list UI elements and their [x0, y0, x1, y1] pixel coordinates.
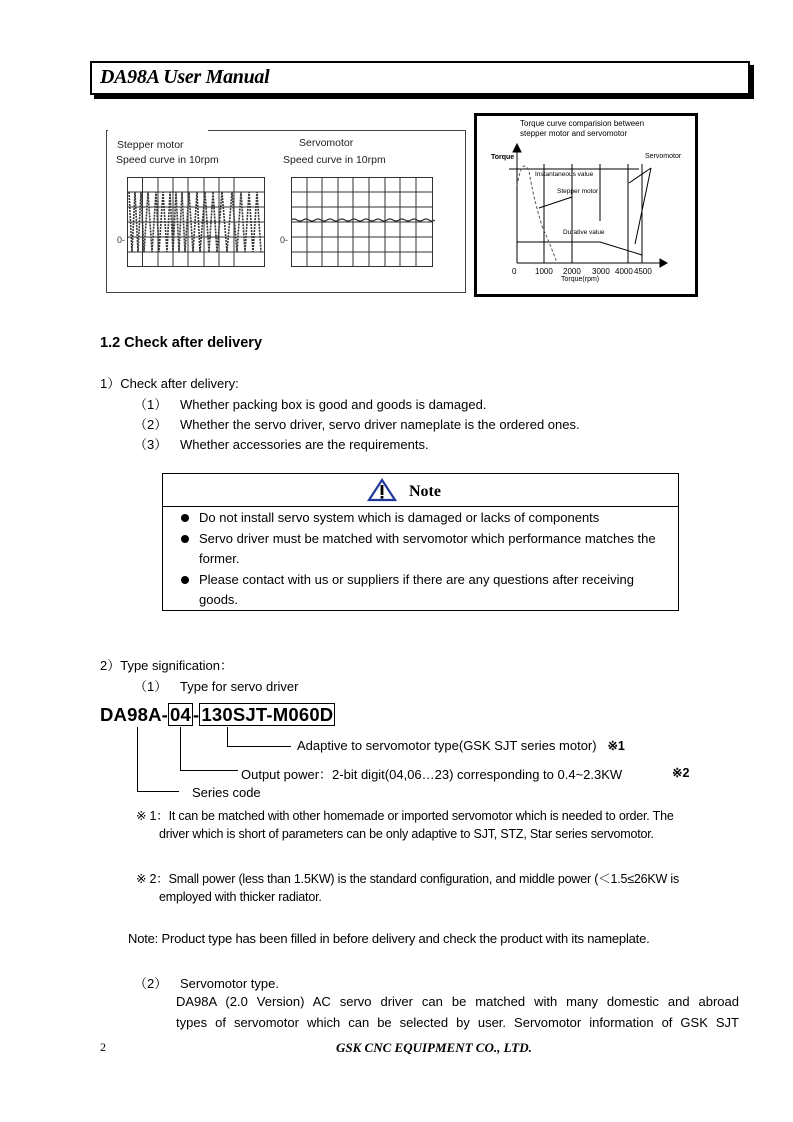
label-power: Output power：2-bit digit(04,06…23) corresponding to 0.4~2.3KW: [241, 767, 623, 782]
check-heading: 1）Check after delivery:: [100, 376, 239, 391]
check-item-2: （2） Whether the servo driver, servo driver nameplate is the ordered ones.: [134, 417, 580, 432]
x-tick-1000: 1000: [535, 267, 553, 276]
servo-speed-plot: [291, 177, 435, 269]
warning-triangle-icon: [367, 478, 397, 502]
torque-title-line2: stepper motor and servomotor: [520, 129, 628, 138]
figure-border-gap: [108, 128, 208, 132]
note-box: [162, 473, 679, 611]
footnote-2: ※ 2：Small power (less than 1.5KW) is the standard configuration, and middle power (＜1.5≤26KW is: [136, 872, 680, 886]
code-power: 04: [170, 704, 192, 725]
code-series: DA98A-: [100, 704, 169, 725]
torque-title-line1: Torque curve comparision between: [520, 119, 645, 128]
x-tick-4000: 4000: [615, 267, 633, 276]
torque-x-label: Torque(rpm): [561, 276, 600, 283]
x-tick-4500: 4500: [634, 267, 652, 276]
torque-y-label: Torque: [491, 154, 515, 161]
page-number: 2: [100, 1040, 106, 1054]
note-title: Note: [409, 483, 441, 500]
note-item: Do not install servo system which is damaged or lacks of components: [177, 508, 671, 529]
connector-motor-h: [227, 746, 291, 747]
type-heading: 2）Type signification：: [100, 658, 233, 673]
note-header: [163, 474, 678, 507]
note-item: Servo driver must be matched with servomotor which performance matches the former.: [177, 529, 671, 570]
stepper-subtitle: Speed curve in 10rpm: [116, 154, 219, 166]
check-item-1: （1） Whether packing box is good and goods is damaged.: [134, 397, 487, 412]
servo-zero-label: 0-: [280, 235, 289, 245]
stepper-label: Stepper motor: [557, 188, 599, 195]
stepper-speed-plot: [127, 177, 267, 269]
servomotor-legend: Servomotor: [645, 153, 682, 160]
connector-power: [180, 727, 181, 771]
mark-2: ※2: [672, 766, 690, 780]
code-motor: 130SJT-M060D: [201, 704, 334, 725]
check-item-3: （3） Whether accessories are the requirements.: [134, 437, 429, 452]
label-motor: Adaptive to servomotor type(GSK SJT series motor) ※1: [297, 738, 625, 753]
footnote-1: ※ 1：It can be matched with other homemade or imported servomotor which is needed to order. The: [136, 809, 674, 823]
x-tick-0: 0: [512, 267, 517, 276]
footnote-1-line2: driver which is short of parameters can be only adaptive to SJT, STZ, Star series servomotor.: [159, 827, 654, 841]
x-tick-2000: 2000: [563, 267, 581, 276]
torque-plot: [477, 116, 695, 294]
type-sub1: （1） Type for servo driver: [134, 679, 299, 694]
servo-subtitle: Speed curve in 10rpm: [283, 154, 386, 166]
sub2-para-line1: DA98A (2.0 Version) AC servo driver can be matched with many domestic and abroad: [176, 994, 739, 1009]
sub2-para-line2: types of servomotor which can be selected by user. Servomotor information of GSK SJT: [176, 1015, 739, 1030]
servo-title: Servomotor: [299, 137, 354, 149]
manual-title: DA98A User Manual: [100, 66, 270, 88]
note-item: Please contact with us or suppliers if there are any questions after receiving goods.: [177, 570, 671, 611]
company-name: GSK CNC EQUIPMENT CO., LTD.: [336, 1040, 532, 1055]
instantaneous-label: Instantaneous value: [535, 171, 594, 178]
note-list: [177, 508, 671, 611]
stepper-title: Stepper motor: [117, 139, 184, 151]
connector-series: [137, 727, 138, 792]
type-code: DA98A- 04 - 130SJT-M060D: [100, 704, 334, 725]
connector-power-h: [180, 770, 238, 771]
durative-label: Durative value: [563, 229, 605, 236]
speed-curve-figure: [106, 130, 466, 293]
section-title: 1.2 Check after delivery: [100, 335, 263, 351]
header-box: [90, 61, 750, 95]
connector-motor: [227, 727, 228, 747]
connector-series-h: [137, 791, 179, 792]
footnote-2-line2: employed with thicker radiator.: [159, 890, 322, 904]
product-note: Note: Product type has been filled in before delivery and check the product with its nameplate.: [128, 931, 650, 946]
type-sub2: （2） Servomotor type.: [134, 976, 279, 991]
x-tick-3000: 3000: [592, 267, 610, 276]
stepper-zero-label: 0-: [117, 235, 126, 245]
torque-curve-figure: [474, 113, 698, 297]
label-series: Series code: [192, 785, 261, 800]
